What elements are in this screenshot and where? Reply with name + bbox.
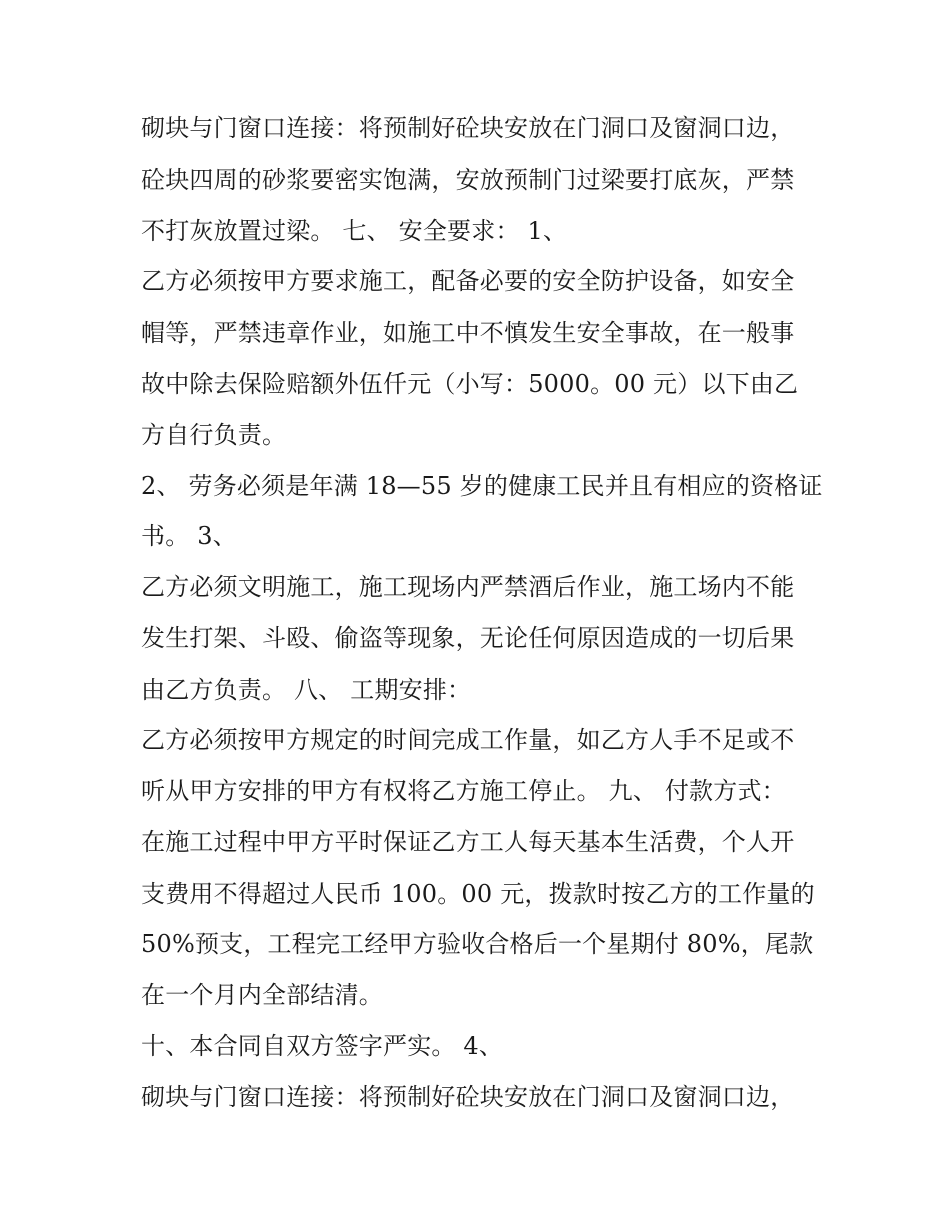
text-line: 发生打架、斗殴、偷盗等现象，无论任何原因造成的一切后果 <box>141 624 795 652</box>
text-line: 砌块与门窗口连接：将预制好砼块安放在门洞口及窗洞口边， <box>141 1083 795 1111</box>
text-line: 2、 劳务必须是年满 18—55 岁的健康工民并且有相应的资格证 <box>141 472 823 500</box>
text-line: 不打灰放置过梁。 七、 安全要求： 1、 <box>141 217 568 245</box>
text-line: 支费用不得超过人民币 100。00 元，拨款时按乙方的工作量的 <box>141 880 815 908</box>
text-line: 乙方必须按甲方规定的时间完成工作量，如乙方人手不足或不 <box>141 726 795 754</box>
text-line: 听从甲方安排的甲方有权将乙方施工停止。 九、 付款方式： <box>141 777 786 805</box>
text-line: 在一个月内全部结清。 <box>141 981 383 1009</box>
text-line: 乙方必须按甲方要求施工，配备必要的安全防护设备，如安全 <box>141 267 795 295</box>
text-line: 方自行负责。 <box>141 421 287 449</box>
text-line: 帽等，严禁违章作业，如施工中不慎发生安全事故，在一般事 <box>141 319 795 347</box>
text-line: 砼块四周的砂浆要密实饱满，安放预制门过梁要打底灰，严禁 <box>141 166 795 194</box>
text-line: 在施工过程中甲方平时保证乙方工人每天基本生活费，个人开 <box>141 828 795 856</box>
text-line: 由乙方负责。 八、 工期安排： <box>141 676 472 704</box>
text-line: 50%预支，工程完工经甲方验收合格后一个星期付 80%，尾款 <box>141 930 814 958</box>
text-line: 砌块与门窗口连接：将预制好砼块安放在门洞口及窗洞口边， <box>141 114 795 142</box>
text-line: 十、本合同自双方签字严实。 4、 <box>141 1032 504 1060</box>
text-line: 乙方必须文明施工，施工现场内严禁酒后作业，施工场内不能 <box>141 573 795 601</box>
text-line: 书。 3、 <box>141 522 237 550</box>
text-line: 故中除去保险赔额外伍仟元（小写：5000。00 元）以下由乙 <box>141 370 799 398</box>
